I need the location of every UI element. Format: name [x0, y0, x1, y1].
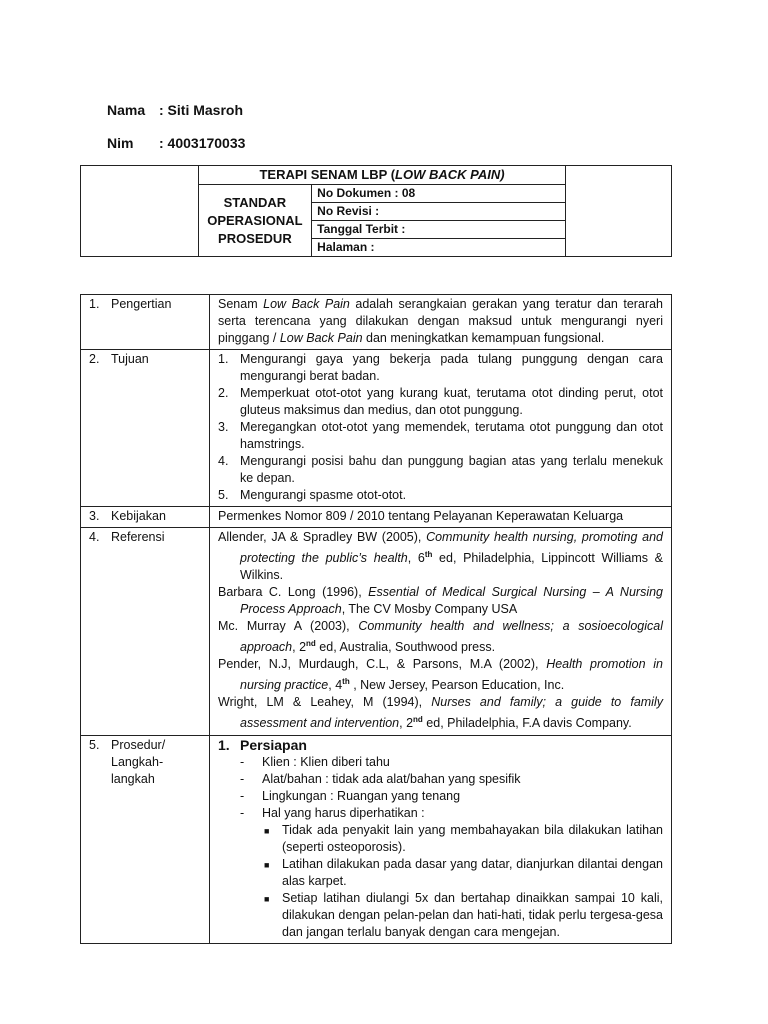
- reference-item: Wright, LM & Leahey, M (1994), Nurses and family; a guide to family assessment and intervention, 2nd ed, Philadelphia, F.A davis Company.: [218, 695, 663, 731]
- row-label: 1. Pengertian: [81, 295, 210, 350]
- list-item: ■ Tidak ada penyakit lain yang membahayakan bila dilakukan latihan (seperti osteoporosis).: [264, 822, 663, 854]
- reference-item: Barbara C. Long (1996), Essential of Medical Surgical Nursing – A Nursing Process Approach, The CV Mosby Company USA: [218, 585, 663, 617]
- issue-date: Tanggal Terbit :: [312, 221, 565, 239]
- row-referensi: [81, 528, 672, 736]
- doc-number: No Dokumen : 08: [312, 185, 565, 203]
- pengertian-text: Senam Low Back Pain adalah serangkaian gerakan yang teratur dan terarah serta terencana yang dilakukan dengan maksud untuk mengurangi nyeri pinggang / Low Back Pain dan meningkatkan kemampuan fungsional.: [210, 295, 672, 350]
- list-item: - Lingkungan : Ruangan yang tenang: [240, 788, 461, 803]
- square-bullet-icon: ■: [264, 859, 270, 870]
- reference-item: Allender, JA & Spradley BW (2005), Community health nursing, promoting and protecting the public’s health, 6th ed, Philadelphia, Lippincott Williams & Wilkins.: [218, 530, 663, 583]
- list-item: ■ Setiap latihan diulangi 5x dan bertahap dinaikkan sampai 10 kali, dilakukan dengan pelan-pelan dan hati-hati, tidak perlu tergesa-gesa dan jangan terlalu banyak dengan cara mengejan.: [264, 890, 663, 939]
- list-item: ■ Latihan dilakukan pada dasar yang datar, dianjurkan dilantai dengan alas karpet.: [264, 856, 663, 888]
- prosedur-content: [210, 735, 672, 943]
- sop-standard-label: STANDAR OPERASIONAL PROSEDUR: [198, 185, 312, 257]
- row-kebijakan: [81, 507, 672, 528]
- row-tujuan: [81, 350, 672, 507]
- sop-header-table: [80, 165, 672, 257]
- list-item: 3. Meregangkan otot-otot yang memendek, terutama otot punggung dan otot hamstrings.: [218, 420, 663, 451]
- name-label: Nama: [107, 102, 146, 118]
- list-item: - Klien : Klien diberi tahu: [240, 754, 390, 769]
- nim-label: Nim: [107, 135, 134, 151]
- reference-item: Mc. Murray A (2003), Community health and wellness; a sosioecological approach, 2nd ed, Australia, Southwood press.: [218, 619, 663, 655]
- page-number: Halaman :: [312, 239, 565, 257]
- square-bullet-icon: ■: [264, 893, 270, 904]
- tujuan-list: [218, 351, 663, 504]
- student-nim-line: [107, 135, 245, 151]
- revision-number: No Revisi :: [312, 203, 565, 221]
- row-label: 4. Referensi: [81, 528, 210, 736]
- row-prosedur: [81, 735, 672, 943]
- kebijakan-text: Permenkes Nomor 809 / 2010 tentang Pelayanan Keperawatan Keluarga: [210, 507, 672, 528]
- row-label: 5. Prosedur/ Langkah- langkah: [81, 735, 210, 943]
- student-name-line: [107, 102, 243, 118]
- list-item: 5. Mengurangi spasme otot-otot.: [218, 488, 407, 502]
- persiapan-heading: 1. Persiapan: [218, 736, 307, 753]
- row-label: 3. Kebijakan: [81, 507, 210, 528]
- referensi-list: [210, 528, 672, 736]
- notes-list: [262, 822, 663, 941]
- sop-content-table: [80, 294, 672, 944]
- sop-title: TERAPI SENAM LBP (LOW BACK PAIN): [198, 166, 566, 185]
- list-item: 2. Memperkuat otot-otot yang kurang kuat, terutama otot dinding perut, otot gluteus maksimus dan medius, dan otot punggung.: [218, 386, 663, 417]
- tujuan-list-cell: [210, 350, 672, 507]
- sop-logo-cell: [81, 166, 199, 257]
- sop-blank-cell: [566, 166, 672, 257]
- list-item: 4. Mengurangi posisi bahu dan punggung bagian atas yang terlalu menekuk ke depan.: [218, 454, 663, 485]
- list-item: 1. Mengurangi gaya yang bekerja pada tulang punggung dengan cara mengurangi berat badan.: [218, 352, 663, 383]
- name-value: : Siti Masroh: [159, 102, 244, 118]
- sop-meta-table: [312, 185, 565, 256]
- row-label: 2. Tujuan: [81, 350, 210, 507]
- list-item: - Alat/bahan : tidak ada alat/bahan yang spesifik: [240, 771, 521, 786]
- list-item: - Hal yang harus diperhatikan : ■ Tidak ada penyakit lain yang membahayakan bila dilakukan latihan (seperti osteoporosis). ■ Latihan dilakukan pada dasar yang datar, dianjurkan dilantai dengan alas karpet. ■ Setiap latihan diulangi 5x dan bertahap dinaikkan sampai 10 kali, dilakukan dengan pelan-pelan dan hati-hati, tidak perlu tergesa-gesa dan jangan terlalu banyak dengan cara mengejan.: [240, 805, 663, 939]
- persiapan-list: [218, 754, 663, 941]
- row-pengertian: [81, 295, 672, 350]
- square-bullet-icon: ■: [264, 825, 270, 836]
- reference-item: Pender, N.J, Murdaugh, C.L, & Parsons, M.A (2002), Health promotion in nursing practice, 4th , New Jersey, Pearson Education, Inc.: [218, 657, 663, 693]
- nim-value: : 4003170033: [159, 135, 246, 151]
- sop-meta-cell: [312, 185, 566, 257]
